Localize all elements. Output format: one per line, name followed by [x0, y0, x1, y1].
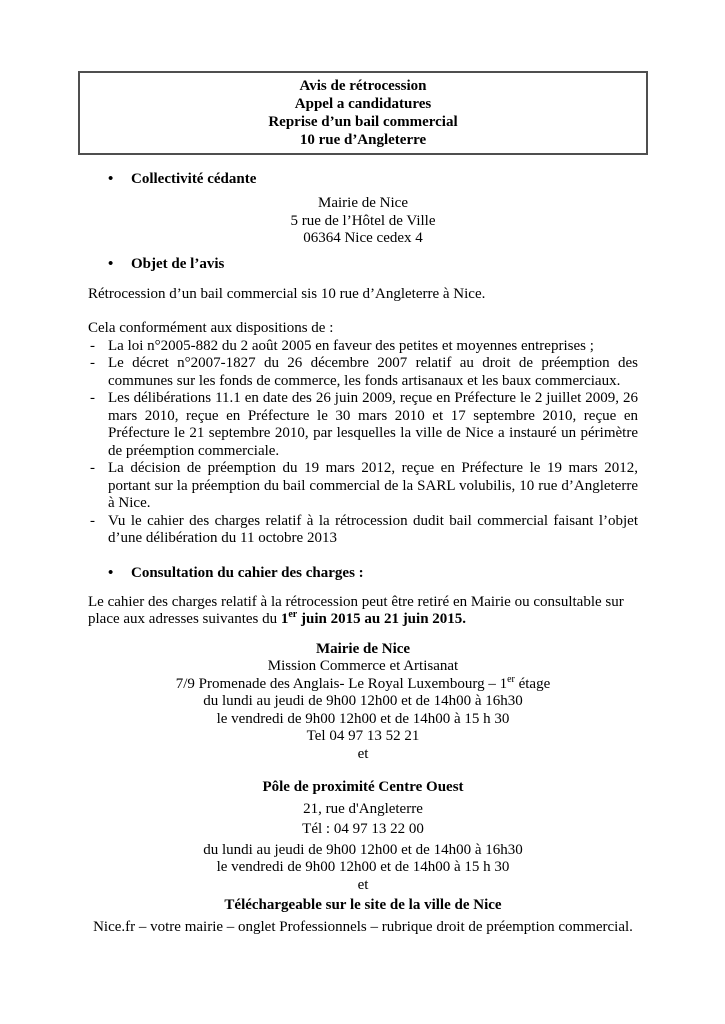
notice-title-box — [78, 71, 648, 155]
consultation-period-start: 1 — [280, 611, 289, 627]
phone-line: Tél : 04 97 13 22 00 — [302, 821, 424, 837]
list-item — [88, 355, 638, 390]
address-suffix: étage — [514, 675, 551, 692]
consultation-text: Le cahier des charges relatif à la rétrocession peut être retiré en Mairie ou consultable sur place aux adresses suivantes du — [88, 593, 624, 627]
contact-service-line: Mission Commerce et Artisanat — [267, 658, 459, 674]
pole-contact-block — [88, 779, 638, 894]
section-heading-label: Consultation du cahier des charges : — [131, 564, 364, 581]
opening-hours-line: le vendredi de 9h00 12h00 et de 14h00 à 15 h 30 — [216, 859, 510, 875]
list-item — [88, 513, 638, 548]
download-heading: Téléchargeable sur le site de la ville de Nice — [224, 897, 502, 913]
list-item-text: La loi n°2005-882 du 2 août 2005 en faveur des petites et moyennes entreprises ; — [108, 337, 594, 354]
list-item-text: Le décret n°2007-1827 du 26 décembre 2007 relatif au droit de préemption des communes sur les fonds de commerce, les fonds artisanaux et les baux commerciaux. — [108, 355, 638, 389]
dash-marker: - — [90, 512, 95, 529]
contact-address-line — [88, 673, 638, 694]
dash-marker: - — [90, 337, 95, 354]
phone-line: Tel 04 97 13 52 21 — [306, 728, 420, 744]
opening-hours-line: du lundi au jeudi de 9h00 12h00 et de 14h00 à 16h30 — [203, 693, 523, 709]
section-heading-objet — [88, 255, 638, 273]
website-path-line: Nice.fr – votre mairie – onglet Professionnels – rubrique droit de préemption commercial. — [93, 918, 633, 935]
consultation-period-rest: juin 2015 au 21 juin 2015. — [297, 611, 467, 627]
address-text: 7/9 Promenade des Anglais- Le Royal Luxembourg – 1 — [175, 675, 508, 692]
paragraph-retrocession: Rétrocession d’un bail commercial sis 10 rue d’Angleterre à Nice. — [88, 285, 486, 302]
bullet-icon: • — [108, 564, 114, 581]
title-line: Avis de rétrocession — [299, 78, 427, 94]
mairie-address-block — [88, 195, 638, 248]
dash-marker: - — [90, 390, 95, 406]
paragraph-dispositions-intro: Cela conformément aux dispositions de : — [88, 320, 334, 336]
address-line: 06364 Nice cedex 4 — [303, 230, 423, 246]
opening-hours-line: du lundi au jeudi de 9h00 12h00 et de 14h00 à 16h30 — [203, 841, 523, 858]
dispositions-list — [88, 338, 638, 548]
dash-marker: - — [90, 460, 95, 476]
contact-block-heading: Pôle de proximité Centre Ouest — [262, 779, 464, 795]
section-heading-label: Objet de l’avis — [131, 255, 225, 272]
list-item — [88, 390, 638, 460]
address-line: Mairie de Nice — [318, 195, 408, 211]
bullet-icon: • — [108, 171, 114, 187]
title-line: Reprise d’un bail commercial — [268, 114, 458, 130]
section-heading-label: Collectivité cédante — [131, 171, 257, 187]
title-line: 10 rue d’Angleterre — [299, 132, 427, 148]
contact-block-heading: Mairie de Nice — [315, 640, 411, 657]
connector-word: et — [357, 876, 369, 893]
bullet-icon: • — [108, 255, 114, 272]
paragraph-consultation — [88, 594, 638, 629]
list-item — [88, 338, 638, 356]
list-item-text: La décision de préemption du 19 mars 2012, reçue en Préfecture le 19 mars 2012, portant sur la préemption du bail commercial de la SARL volubilis, 10 rue d’Angleterre à Nice. — [108, 460, 638, 511]
section-heading-consultation — [88, 564, 638, 582]
consultation-period-sup: er — [288, 609, 298, 620]
list-item-text: Vu le cahier des charges relatif à la rétrocession dudit bail commercial faisant l’objet d’une délibération du 11 octobre 2013 — [108, 512, 638, 546]
mairie-contact-block — [88, 641, 638, 764]
section-heading-collectivite — [88, 170, 638, 188]
connector-word: et — [357, 745, 369, 762]
list-item — [88, 460, 638, 513]
opening-hours-line: le vendredi de 9h00 12h00 et de 14h00 à 15 h 30 — [216, 710, 510, 727]
address-sup: er — [507, 673, 515, 685]
address-line: 5 rue de l’Hôtel de Ville — [290, 212, 436, 229]
contact-address-line: 21, rue d'Angleterre — [303, 800, 423, 817]
list-item-text: Les délibérations 11.1 en date des 26 juin 2009, reçue en Préfecture le 2 juillet 2009, 26 mars 2010, reçue en Préfecture le 30 mars 2010 et 17 septembre 2010, reçue en Préfecture le 21 septembre 2010, par lesquelles la ville de Nice a instauré un périmètre de préemption commerciale. — [108, 390, 638, 459]
dash-marker: - — [90, 355, 95, 371]
title-line: Appel a candidatures — [294, 96, 432, 112]
